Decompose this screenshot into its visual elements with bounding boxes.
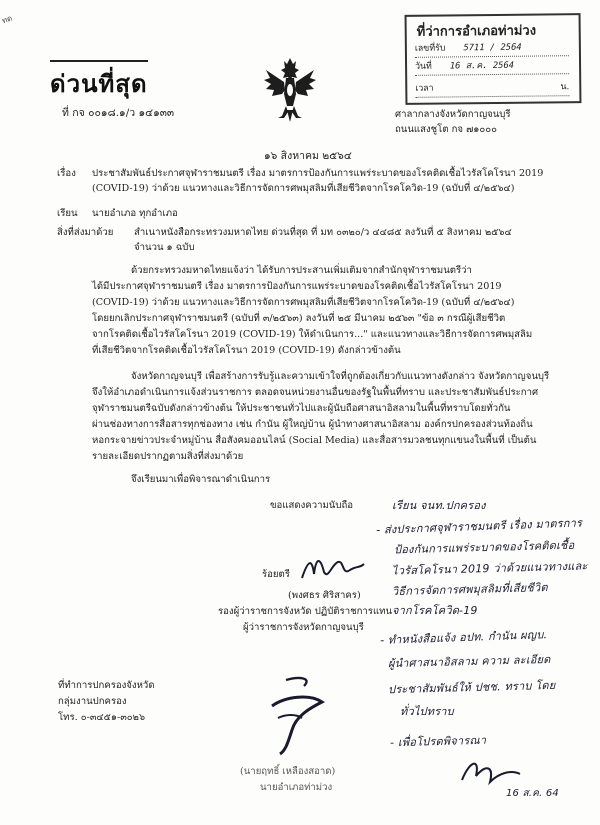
receipt-number-value: 5711 / 2564: [463, 42, 522, 54]
office-phone: โทร. ๐-๓๔๕๑-๓๐๒๖: [58, 712, 146, 723]
handwritten-note-line: - ทำหนังสือแจ้ง อปท. กำนัน ผญบ.: [379, 628, 548, 647]
attachment-line-2: จำนวน ๑ ฉบับ: [134, 242, 195, 253]
handwritten-note-line: ไวรัสโคโรนา 2019 ว่าด้วยแนวทางและ: [391, 559, 588, 578]
paragraph-2-line-6: รายละเอียดปรากฏตามสิ่งที่ส่งมาด้วย: [92, 451, 244, 462]
office-line-2: กลุ่มงานปกครอง: [58, 696, 127, 707]
handwritten-note-line: วิธีการจัดการศพมุสลิมที่เสียชีวิต: [391, 580, 548, 599]
handwritten-note-line: จากโรคโควิด-19: [392, 604, 478, 617]
receipt-date-row: [415, 57, 569, 76]
handwritten-note-line: ทั่วไปทราบ: [400, 705, 454, 718]
paragraph-1-line-1: ด้วยกระทรวงมหาดไทยแจ้งว่า ได้รับการประสานเพิ่มเติมจากสำนักจุฬาราชมนตรีว่า: [131, 265, 472, 276]
subject-line-2: (COVID-19) ว่าด้วย แนวทางและวิธีการจัดการศพมุสลิมที่เสียชีวิตจากโรคโควิด-19 (ฉบับที่ ๔/๒๕๖๔): [92, 183, 515, 194]
to-value: นายอำเภอ ทุกอำเภอ: [92, 208, 178, 219]
attachment-line-1: สำเนาหนังสือกระทรวงมหาดไทย ด่วนที่สุด ที่ มท ๐๓๒๐/ว ๔๔๘๕ ลงวันที่ ๕ สิงหาคม ๒๕๖๔: [134, 227, 512, 238]
district-chief-signature-mark: [256, 672, 346, 758]
handwritten-note-line: - ส่งประกาศจุฬาราชมนตรี เรื่อง มาตรการ: [375, 516, 583, 537]
signature-rank: ร้อยตรี: [262, 569, 290, 580]
receipt-time-label: เวลา: [415, 83, 434, 94]
to-label: เรียน: [57, 208, 78, 219]
paragraph-2-line-2: จึงให้อำเภอดำเนินการแจ้งส่วนราชการ ตลอดจนหน่วยงานอื่นของรัฐในพื้นที่ทราบ และประชาสัมพันธ์ประกาศ: [92, 387, 539, 398]
urgent-label: ด่วนที่สุด: [50, 60, 148, 103]
paragraph-1-line-3: (COVID-19) ว่าด้วย แนวทางและวิธีการจัดการศพมุสลิมที่เสียชีวิตจากโรคโควิด-19 (ฉบับที่ ๔/๒๕๖๔): [92, 297, 515, 308]
regards-line: ขอแสดงความนับถือ: [270, 500, 354, 511]
paragraph-1-line-6: ที่เสียชีวิตจากโรคติดเชื้อไวรัสโคโรนา 2019 (COVID-19) ดังกล่าวข้างต้น: [92, 345, 401, 356]
paragraph-2-line-1: จังหวัดกาญจนบุรี เพื่อสร้างการรับรู้และความเข้าใจที่ถูกต้องเกี่ยวกับแนวทางดังกล่าว จังหวัดกาญจนบุรี: [131, 371, 550, 382]
closing-line: จึงเรียนมาเพื่อพิจารณาดำเนินการ: [131, 474, 271, 485]
subject-line-1: ประชาสัมพันธ์ประกาศจุฬาราชมนตรี เรื่อง มาตรการป้องกันการแพร่ระบาดของโรคติดเชื้อไวรัสโคโรนา 2019: [92, 168, 544, 179]
receipt-date-value: 16 ส.ค. 2564: [449, 60, 515, 72]
signer-title-2: ผู้ว่าราชการจังหวัดกาญจนบุรี: [243, 622, 364, 633]
receipt-number-label: เลขที่รับ: [414, 43, 446, 54]
receipt-stamp: [405, 13, 582, 105]
reference-number: ที่ กจ ๐๐๑๘.๑/ว ๑๔๑๓๓: [62, 107, 175, 119]
paragraph-1-line-5: จากโรคติดเชื้อไวรัสโคโรนา 2019 (COVID-19) ให้ดำเนินการ..." และแนวทางและวิธีการจัดการศพมุสลิม: [92, 329, 533, 340]
receipt-time-value: น.: [560, 82, 570, 93]
paragraph-2-line-5: หอกระจายข่าวประจำหมู่บ้าน สื่อสังคมออนไลน์ (Social Media) และสื่อสารมวลชนทุกแขนงในพื้นที่ เป็นต้น: [92, 435, 537, 446]
paragraph-2-line-4: ผ่านช่องทางการสื่อสารทุกช่องทาง เช่น กำนัน ผู้ใหญ่บ้าน ผู้นำทางศาสนาอิสลาม องค์กรปกครองส่วนท้องถิ่น: [92, 419, 533, 430]
district-chief-title: นายอำเภอท่าม่วง: [260, 782, 333, 793]
garuda-emblem: [262, 56, 318, 124]
handwritten-note-line: - เพื่อโปรดพิจารณา: [389, 733, 487, 750]
office-line-1: ที่ทำการปกครองจังหวัด: [58, 680, 155, 691]
paragraph-2-line-3: จุฬาราชมนตรีฉบับดังกล่าวข้างต้น ให้ประชาชนทั่วไปและผู้นับถือศาสนาอิสลามในพื้นที่ทราบโดยทั่วกัน: [92, 403, 511, 414]
receipt-time-row: [415, 79, 569, 98]
paragraph-1-line-4: โดยยกเลิกประกาศจุฬาราชมนตรี (ฉบับที่ ๓/๒๕๖๓) ลงวันที่ ๒๕ มีนาคม ๒๕๖๓ "ข้อ ๓ กรณีผู้เสียชีวิต: [92, 313, 506, 324]
receipt-date-label: วันที่: [415, 61, 432, 72]
signer-name: (พงศธร ศิริสาคร): [288, 590, 361, 601]
district-chief-name: (นายฤทธิ์ เหลืองสอาด): [240, 766, 336, 777]
handwritten-note-line: ประชาสัมพันธ์ให้ ปชช. ทราบ โดย: [387, 678, 556, 697]
sender-address-line-1: ศาลากลางจังหวัดกาญจนบุรี: [395, 109, 511, 120]
subject-label: เรื่อง: [57, 168, 76, 179]
signer-title-1: รองผู้ว่าราชการจังหวัด ปฏิบัติราชการแทน: [218, 606, 393, 617]
paragraph-1-line-2: ได้มีประกาศจุฬาราชมนตรี เรื่อง มาตรการป้องกันการแพร่ระบาดของโรคติดเชื้อไวรัสโคโรนา 2019: [92, 281, 502, 292]
corner-mark: ทด: [0, 13, 14, 26]
handwritten-note-line: ป้องกันการแพร่ระบาดของโรคติดเชื้อ: [393, 538, 575, 557]
sender-address-line-2: ถนนแสงชูโต กจ ๗๑๐๐๐: [395, 124, 497, 135]
document-date: ๑๖ สิงหาคม ๒๕๖๔: [264, 150, 352, 162]
handwritten-note-line: เรียน จนท.ปกครอง: [392, 499, 486, 512]
receipt-number-row: [415, 39, 569, 58]
signature-mark: [298, 550, 368, 586]
receipt-stamp-title: ที่ว่าการอำเภอท่าม่วง: [416, 23, 537, 40]
handwritten-date: 16 ส.ค. 64: [506, 788, 559, 799]
attachment-label: สิ่งที่ส่งมาด้วย: [57, 227, 114, 238]
handwritten-note-line: ผู้นำศาสนาอิสลาม ความ ละเอียด: [387, 652, 551, 671]
